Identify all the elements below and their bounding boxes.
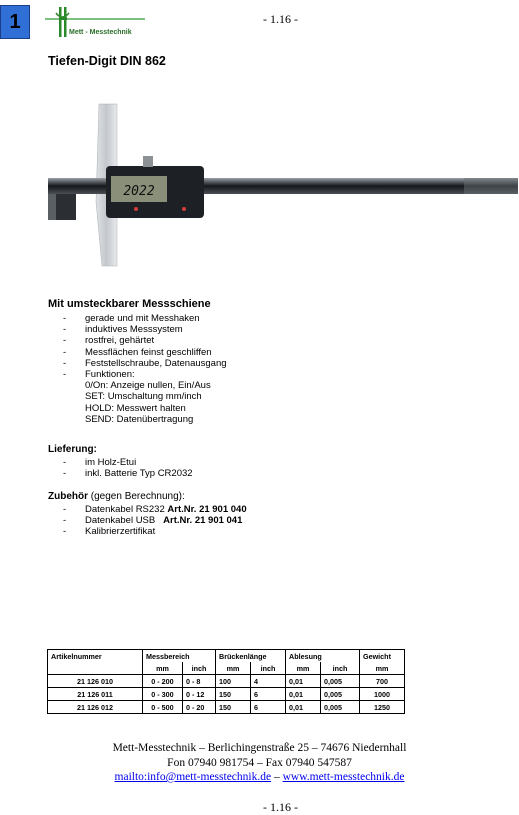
table-row: 21 126 012 0 - 500 0 - 20 150 6 0,01 0,005 1250	[48, 701, 405, 714]
table-header-row	[48, 650, 405, 663]
list-item: - Feststellschraube, Datenausgang	[63, 357, 227, 369]
list-item: - inkl. Batterie Typ CR2032	[63, 468, 193, 480]
list-item: - induktives Messsystem	[63, 324, 183, 336]
function-item: HOLD: Messwert halten	[85, 402, 186, 414]
subheader-cell: mm	[216, 662, 251, 675]
subheader-cell: mm	[360, 662, 405, 675]
list-item: - gerade und mit Messhaken	[63, 313, 200, 324]
page-badge: 1	[0, 5, 30, 39]
page-number-bottom: - 1.16 -	[263, 800, 298, 814]
accessories-heading: Zubehör (gegen Berechnung):	[48, 491, 185, 502]
subheader-cell: mm	[143, 662, 183, 675]
features-list	[63, 313, 227, 425]
footer-links	[0, 770, 519, 785]
footer-line-2: Fon 07940 981754 – Fax 07940 547587	[167, 756, 352, 769]
logo-text: Mett - Messtechnik	[69, 29, 132, 36]
subheader-cell: mm	[286, 662, 321, 675]
email-link[interactable]: mailto:info@mett-messtechnik.de	[114, 771, 272, 783]
header-cell: Gewicht	[360, 650, 405, 663]
product-title: Tiefen-Digit DIN 862	[48, 54, 166, 68]
footer-line-1: Mett-Messtechnik – Berlichingenstraße 25 – 74676 Niedernhall	[112, 742, 407, 754]
subheader-cell: inch	[183, 662, 216, 675]
table-row: 21 126 010 0 - 200 0 - 8 100 4 0,01 0,005 700	[48, 675, 405, 688]
table-subheader-row	[48, 662, 405, 675]
spec-table	[47, 649, 405, 714]
header-cell: Artikelnummer	[48, 650, 143, 663]
delivery-heading: Lieferung:	[48, 444, 97, 455]
list-item: - im Holz-Etui	[63, 457, 137, 468]
delivery-list	[63, 457, 193, 479]
link-separator: –	[271, 771, 283, 783]
header-cell: Brückenlänge	[216, 650, 286, 663]
header-cell: Messbereich	[143, 650, 216, 663]
list-item: - Datenkabel USB Art.Nr. 21 901 041	[63, 515, 243, 527]
function-item: SEND: Datenübertragung	[85, 413, 194, 425]
accessories-list	[63, 504, 247, 538]
function-item: SET: Umschaltung mm/inch	[85, 391, 202, 403]
features-heading: Mit umsteckbarer Messschiene	[48, 298, 211, 310]
website-link[interactable]: www.mett-messtechnik.de	[282, 771, 405, 783]
list-item: - Funktionen:	[63, 369, 135, 381]
subheader-cell: inch	[321, 662, 360, 675]
footer-address	[0, 741, 519, 785]
list-item: - Messflächen feinst geschliffen	[63, 346, 212, 358]
function-item: 0/On: Anzeige nullen, Ein/Aus	[85, 380, 211, 392]
list-item: - Datenkabel RS232 Art.Nr. 21 901 040	[63, 504, 247, 515]
subheader-cell: inch	[251, 662, 286, 675]
caliper-display-value: 2022	[123, 184, 155, 199]
header-cell: Ablesung	[286, 650, 360, 663]
list-item: - rostfrei, gehärtet	[63, 335, 155, 347]
list-item: - Kalibrierzertifikat	[63, 526, 156, 538]
table-row: 21 126 011 0 - 300 0 - 12 150 6 0,01 0,005 1000	[48, 688, 405, 701]
product-photo	[44, 102, 519, 270]
page-number-top: - 1.16 -	[263, 12, 298, 26]
subheader-cell	[48, 662, 143, 675]
